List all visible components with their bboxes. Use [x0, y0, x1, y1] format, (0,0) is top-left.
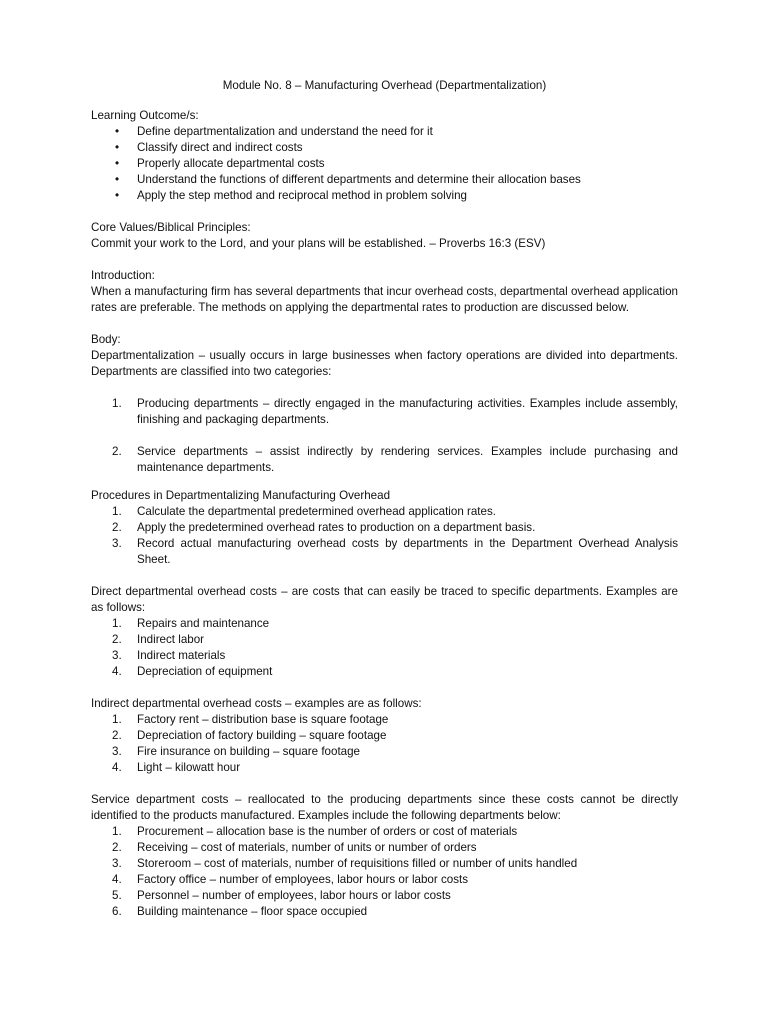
item-text: Light – kilowatt hour	[137, 761, 241, 774]
item-text: Receiving – cost of materials, number of units or number of orders	[137, 841, 477, 854]
list-item	[91, 760, 678, 776]
list-item: • Classify direct and indirect costs	[91, 140, 678, 156]
item-text: Depreciation of factory building – square footage	[137, 729, 387, 742]
body-section	[91, 332, 678, 476]
item-number: 2.	[112, 521, 122, 534]
direct-costs-text: Direct departmental overhead costs – are costs that can easily be traced to specific departments. Examples are as follows:	[91, 585, 678, 614]
list-item	[91, 536, 678, 568]
direct-costs-list	[91, 616, 678, 680]
indirect-costs-section	[91, 696, 678, 776]
item-number: 4.	[112, 665, 122, 678]
body-heading: Body:	[91, 333, 121, 346]
item-number: 3.	[112, 649, 122, 662]
item-text: Storeroom – cost of materials, number of requisitions filled or number of units handled	[137, 857, 578, 870]
list-item: • Apply the step method and reciprocal method in problem solving	[91, 188, 678, 204]
indirect-costs-text: Indirect departmental overhead costs – examples are as follows:	[91, 697, 422, 710]
item-number: 3.	[112, 745, 122, 758]
item-number: 3.	[112, 857, 122, 870]
department-categories-list	[91, 396, 678, 476]
list-item	[91, 444, 678, 476]
item-text: Fire insurance on building – square footage	[137, 745, 361, 758]
core-values-text: Commit your work to the Lord, and your plans will be established. – Proverbs 16:3 (ESV)	[91, 237, 546, 250]
item-text: Personnel – number of employees, labor hours or labor costs	[137, 889, 451, 902]
item-number: 2.	[112, 445, 122, 458]
list-item	[91, 504, 678, 520]
list-item	[91, 728, 678, 744]
item-text: Service departments – assist indirectly by rendering services. Examples include purchasing and maintenance departments.	[137, 445, 678, 474]
introduction-text: When a manufacturing firm has several departments that incur overhead costs, departmental overhead application rates are preferable. The methods on applying the departmental rates to production are discussed below.	[91, 285, 678, 314]
direct-costs-section	[91, 584, 678, 680]
item-text: Apply the predetermined overhead rates to production on a department basis.	[137, 521, 536, 534]
item-text: Calculate the departmental predetermined overhead application rates.	[137, 505, 496, 518]
item-number: 1.	[112, 505, 122, 518]
departmentalization-text: Departmentalization – usually occurs in large businesses when factory operations are divided into departments. Departments are classified into two categories:	[91, 349, 678, 378]
item-text: Indirect labor	[137, 633, 205, 646]
list-item	[91, 744, 678, 760]
item-number: 1.	[112, 397, 122, 410]
service-costs-text: Service department costs – reallocated to the producing departments since these costs cannot be directly identified to the products manufactured. Examples include the following departments below:	[91, 793, 678, 822]
item-number: 4.	[112, 761, 122, 774]
list-item: • Define departmentalization and understand the need for it	[91, 124, 678, 140]
list-item	[91, 840, 678, 856]
introduction-section	[91, 268, 678, 316]
list-item	[91, 520, 678, 536]
list-item: • Properly allocate departmental costs	[91, 156, 678, 172]
procedures-list	[91, 504, 678, 568]
item-number: 1.	[112, 617, 122, 630]
list-item	[91, 824, 678, 840]
item-number: 2.	[112, 729, 122, 742]
item-text: Factory rent – distribution base is square footage	[137, 713, 389, 726]
list-item	[91, 712, 678, 728]
item-text: Indirect materials	[137, 649, 226, 662]
list-item	[91, 872, 678, 888]
item-number: 2.	[112, 633, 122, 646]
item-number: 6.	[112, 905, 122, 918]
item-number: 1.	[112, 825, 122, 838]
item-text: Repairs and maintenance	[137, 617, 270, 630]
service-costs-section	[91, 792, 678, 920]
item-text: Procurement – allocation base is the number of orders or cost of materials	[137, 825, 518, 838]
procedures-heading: Procedures in Departmentalizing Manufacturing Overhead	[91, 489, 391, 502]
learning-outcomes-heading: Learning Outcome/s:	[91, 109, 199, 122]
item-text: Record actual manufacturing overhead costs by departments in the Department Overhead Analysis Sheet.	[137, 537, 678, 566]
procedures-section	[91, 488, 678, 568]
item-number: 4.	[112, 873, 122, 886]
item-text: Building maintenance – floor space occupied	[137, 905, 368, 918]
service-costs-list	[91, 824, 678, 920]
list-item	[91, 664, 678, 680]
list-item	[91, 904, 678, 920]
learning-outcomes-list	[91, 124, 678, 204]
item-number: 1.	[112, 713, 122, 726]
core-values-section	[91, 220, 678, 252]
item-number: 5.	[112, 889, 122, 902]
introduction-heading: Introduction:	[91, 269, 155, 282]
item-number: 3.	[112, 537, 122, 550]
list-item	[91, 396, 678, 428]
item-text: Factory office – number of employees, labor hours or labor costs	[137, 873, 469, 886]
list-item	[91, 648, 678, 664]
learning-outcomes-section	[91, 108, 678, 204]
item-text: Producing departments – directly engaged in the manufacturing activities. Examples include assembly, finishing and packaging departments.	[137, 397, 678, 426]
item-number: 2.	[112, 841, 122, 854]
list-item	[91, 616, 678, 632]
list-item: • Understand the functions of different departments and determine their allocation bases	[91, 172, 678, 188]
document-title: Module No. 8 – Manufacturing Overhead (Departmentalization)	[222, 79, 547, 92]
list-item	[91, 632, 678, 648]
list-item	[91, 888, 678, 904]
indirect-costs-list	[91, 712, 678, 776]
document-content	[91, 78, 678, 920]
core-values-heading: Core Values/Biblical Principles:	[91, 221, 251, 234]
list-item	[91, 856, 678, 872]
item-text: Depreciation of equipment	[137, 665, 273, 678]
